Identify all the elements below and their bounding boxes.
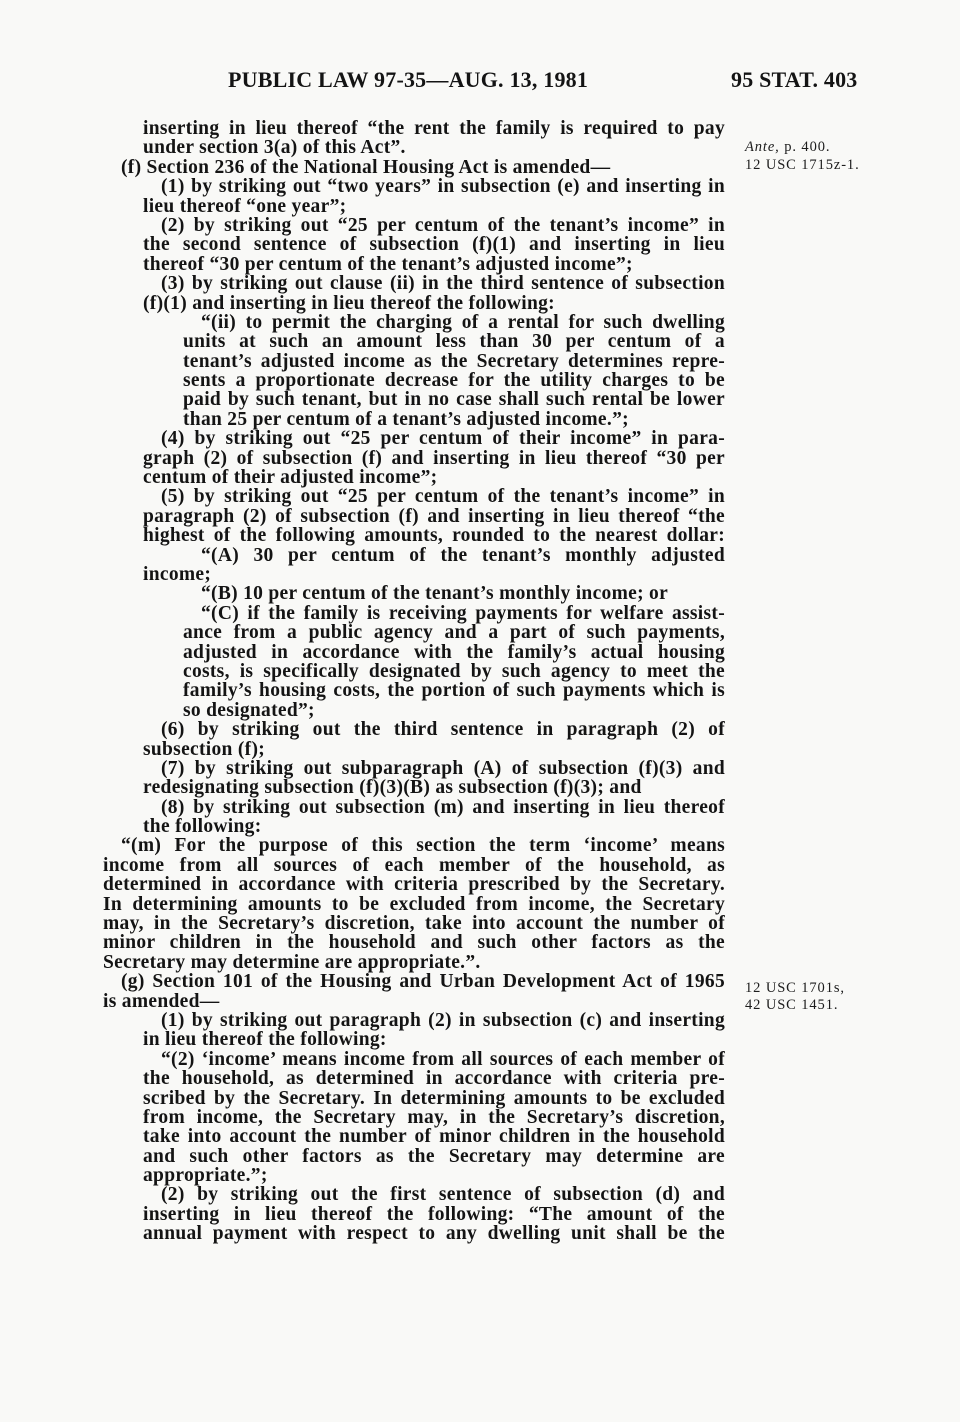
text-line: “(m) For the purpose of this section the term ‘income’ means [121,835,725,857]
quoted-item-c [103,604,725,720]
text-line: (g) Section 101 of the Housing and Urban Development Act of 1965 [121,971,725,993]
text-line: (7) by striking out subparagraph (A) of subsection (f)(3) and [161,757,725,779]
text-line: units at such an amount less than 30 per centum of a [183,331,725,353]
text-line: may, in the Secretary’s discretion, take into account the number of [103,913,725,935]
margin-note-ante [745,139,830,156]
text-line: ance from a public agency and a part of such payments, [183,622,725,644]
margin-note-ante-italic: Ante, [745,139,780,155]
text-line: (8) by striking out subsection (m) and inserting in lieu thereof [161,796,725,818]
statute-text [103,119,725,1244]
text-line: so designated”; [183,699,315,721]
text-line: determined in accordance with criteria prescribed by the Secretary. [103,874,725,896]
clause-f-4 [103,429,725,487]
text-line: minor children in the household and such other factors as the [103,932,725,954]
text-line: “(ii) to permit the charging of a rental for such dwelling [201,311,725,333]
text-line: the household, as determined in accordance with criteria pre- [143,1068,725,1090]
text-line: tenant’s adjusted income as the Secretary determines repre- [183,350,725,372]
text-line: (f)(1) and inserting in lieu thereof the following: [143,292,555,314]
text-line: “(C) if the family is receiving payments for welfare assist- [201,602,725,624]
page-number: 95 STAT. 403 [731,67,858,92]
clause-f-5 [103,487,725,545]
quoted-subsection-m [103,836,725,972]
subsection-g-heading [103,972,725,1011]
text-line: (4) by striking out “25 per centum of their income” in para- [161,428,725,450]
clause-f-7 [103,759,725,798]
clause-f-3 [103,274,725,313]
text-line: “(B) 10 per centum of the tenant’s monthly income; or [201,583,669,605]
text-line: subsection (f); [143,738,266,760]
text-line: scribed by the Secretary. In determining amounts to be excluded [143,1087,725,1109]
quoted-clause-ii [103,313,725,429]
text-line: annual payment with respect to any dwelling unit shall be the [143,1223,725,1245]
text-line: in lieu thereof the following: [143,1029,387,1051]
text-line: and such other factors as the Secretary may determine are [143,1145,725,1167]
text-line: costs, is specifically designated by such agency to meet the [183,660,725,682]
clause-g-2 [103,1185,725,1243]
text-line: (2) by striking out the first sentence of subsection (d) and [161,1184,725,1206]
clause-f-6 [103,720,725,759]
text-line: from income, the Secretary may, in the Secretary’s discretion, [143,1106,725,1128]
text-line: inserting in lieu thereof the following: “The amount of the [143,1203,725,1225]
text-line: highest of the following amounts, rounded to the nearest dollar: [143,525,725,547]
text-line: centum of their adjusted income”; [143,467,438,489]
text-line: (f) Section 236 of the National Housing Act is amended— [121,156,611,178]
subsection-f-heading [103,158,725,177]
text-line: sents a proportionate decrease for the utility charges to be [183,370,725,392]
text-line: take into account the number of minor children in the household [143,1126,725,1148]
text-line: thereof “30 per centum of the tenant’s adjusted income”; [143,253,633,275]
text-line: graph (2) of subsection (f) and inserting in lieu thereof “30 per [143,447,725,469]
margin-note-ante-page: p. 400. [784,139,831,155]
text-line: the second sentence of subsection (f)(1) and inserting in lieu [143,234,725,256]
text-line: than 25 per centum of a tenant’s adjusted income.”; [183,408,629,430]
text-line: redesignating subsection (f)(3)(B) as subsection (f)(3); and [143,777,642,799]
quoted-item-a [103,546,725,585]
text-line: “(A) 30 per centum of the tenant’s monthly adjusted [201,544,725,566]
text-line: (6) by striking out the third sentence in paragraph (2) of [161,719,725,741]
text-line: paragraph (2) of subsection (f) and inserting in lieu thereof “the [143,505,725,527]
text-line: under section 3(a) of this Act”. [143,137,406,159]
text-line: (5) by striking out “25 per centum of the tenant’s income” in [161,486,725,508]
text-line: (1) by striking out paragraph (2) in subsection (c) and inserting [161,1009,725,1031]
text-line: paid by such tenant, but in no case shall such rental be lower [183,389,725,411]
quoted-item-b [103,584,725,603]
text-line: inserting in lieu thereof “the rent the family is required to pay [143,118,725,139]
text-line: lieu thereof “one year”; [143,195,347,217]
text-line: appropriate.”; [143,1165,268,1187]
margin-note-usc-1715z: 12 USC 1715z-1. [745,157,860,173]
text-line: (2) by striking out “25 per centum of the tenant’s income” in [161,214,725,236]
text-line: Secretary may determine are appropriate.”. [103,951,481,973]
text-line: (3) by striking out clause (ii) in the third sentence of subsection [161,273,725,295]
clause-f-8 [103,798,725,837]
text-line: income from all sources of each member of the household, as [103,854,725,876]
clause-g-1 [103,1011,725,1050]
text-line: adjusted in accordance with the family’s actual housing [183,641,725,663]
text-line: In determining amounts to be excluded from income, the Secretary [103,893,725,915]
text-line: “(2) ‘income’ means income from all sources of each member of [161,1048,725,1070]
running-header-title: PUBLIC LAW 97-35—AUG. 13, 1981 [228,67,589,92]
margin-note-usc-1701s: 12 USC 1701s, [745,980,845,996]
text-line: the following: [143,816,262,838]
carryover-text [103,119,725,158]
text-line: family’s housing costs, the portion of such payments which is [183,680,725,702]
quoted-paragraph-2 [103,1050,725,1186]
text-line: income; [143,563,212,585]
clause-f-2 [103,216,725,274]
text-line: is amended— [103,990,220,1012]
clause-f-1 [103,177,725,216]
text-line: (1) by striking out “two years” in subsection (e) and inserting in [161,176,725,198]
margin-note-usc-1451: 42 USC 1451. [745,997,839,1013]
